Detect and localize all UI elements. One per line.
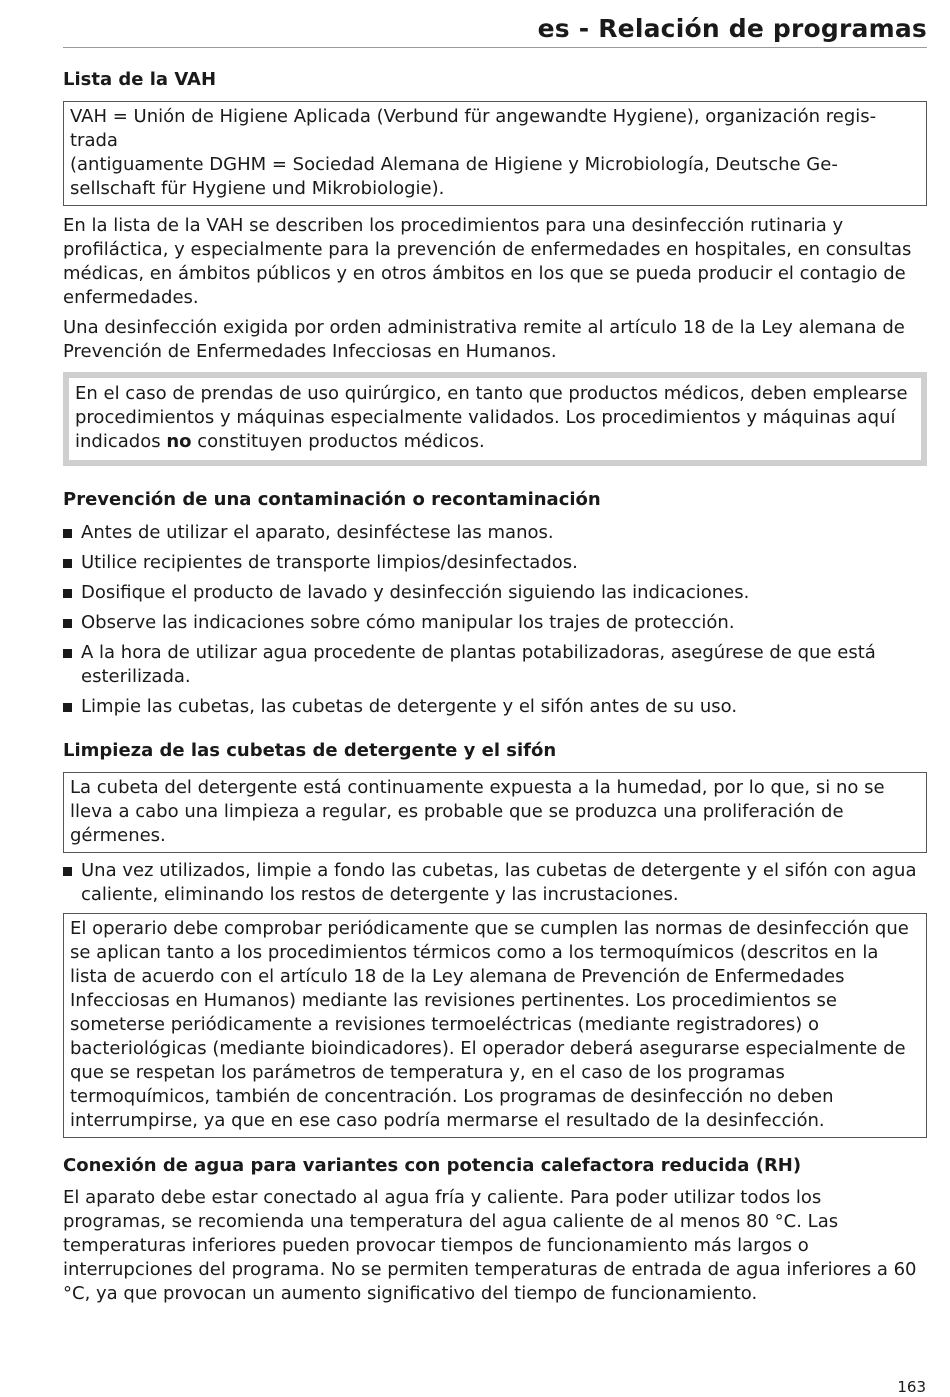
document-page <box>63 0 927 1306</box>
heading-vah-list: Lista de la VAH <box>63 69 217 90</box>
page-header <box>63 0 927 48</box>
heading-water-connection: Conexión de agua para variantes con potencia calefactora reducida (RH) <box>63 1155 802 1176</box>
vah-paragraph-1: En la lista de la VAH se describen los procedimientos para una desinfección rutinaria y profiláctica, y especialmente para la prevención de enfermedades en hospitales, en consultas médicas, en ámbitos públicos y en otros ámbitos en los que se pueda producir el contagio de enfermedades. <box>63 215 912 308</box>
cleaning-list <box>63 859 927 907</box>
list-item: A la hora de utilizar agua procedente de plantas potabilizadoras, asegúrese de que está esterilizada. <box>63 641 927 689</box>
document-body <box>63 68 927 1306</box>
list-item: Una vez utilizados, limpie a fondo las cubetas, las cubetas de detergente y el sifón con agua caliente, eliminando los restos de detergente y las incrustaciones. <box>63 859 927 907</box>
note-text-start: En el caso de prendas de uso quirúrgico, en tanto que productos médicos, deben emplearse procedimientos y máquinas especialmente validados. Los procedimientos y máquinas aquí indicados <box>75 383 908 452</box>
operator-box-text: El operario debe comprobar periódicamente que se cumplen las normas de desinfección que se aplican tanto a los procedimientos térmicos como a los termoquímicos (descritos en la lista de acuerdo con el artículo 18 de la Ley alemana de Prevención de Enfermedades Infecciosas en Humanos) mediante las revisiones pertinentes. Los procedimientos se someterse periódicamente a revisiones termoeléctricas (mediante registradores) o bacteriológicas (mediante bioindicadores). El operador deberá asegurarse especialmente de que se respetan los parámetros de temperatura y, en el caso de los programas termoquímicos, también de concentración. Los programas de desinfección no deben interrumpirse, ya que en ese caso podría mermarse el resultado de la desinfección. <box>70 918 909 1131</box>
cleaning-box-text: La cubeta del detergente está continuamente expuesta a la humedad, por lo que, si no se lleva a cabo una limpieza a regular, es probable que se produzca una proliferación de gérmenes. <box>70 777 885 846</box>
page-title: es - Relación de programas <box>537 14 927 43</box>
vah-box-line: VAH = Unión de Higiene Aplicada (Verbund für angewandte Hygiene), organización regis- <box>70 106 877 127</box>
note-text-end: constituyen productos médicos. <box>191 431 485 452</box>
heading-prevention: Prevención de una contaminación o recontaminación <box>63 489 601 510</box>
page-number: 163 <box>897 1378 926 1396</box>
operator-check-box <box>63 913 927 1138</box>
medical-products-note <box>63 372 927 466</box>
heading-cleaning: Limpieza de las cubetas de detergente y el sifón <box>63 740 557 761</box>
list-item: Dosifique el producto de lavado y desinfección siguiendo las indicaciones. <box>63 581 927 605</box>
vah-box-line: (antiguamente DGHM = Sociedad Alemana de Higiene y Microbiología, Deutsche Ge- <box>70 154 838 175</box>
vah-box-line: sellschaft für Hygiene und Mikrobiologie). <box>70 178 445 199</box>
vah-box-line: trada <box>70 130 118 151</box>
cleaning-warning-box <box>63 772 927 853</box>
list-item: Observe las indicaciones sobre cómo manipular los trajes de protección. <box>63 611 927 635</box>
note-text-bold: no <box>166 431 192 452</box>
list-item: Antes de utilizar el aparato, desinféctese las manos. <box>63 521 927 545</box>
list-item: Limpie las cubetas, las cubetas de detergente y el sifón antes de su uso. <box>63 695 927 719</box>
prevention-list <box>63 521 927 719</box>
vah-definition-box <box>63 101 927 206</box>
list-item: Utilice recipientes de transporte limpios/desinfectados. <box>63 551 927 575</box>
vah-paragraph-2: Una desinfección exigida por orden administrativa remite al artículo 18 de la Ley alemana de Prevención de Enfermedades Infecciosas en Humanos. <box>63 317 905 362</box>
water-connection-paragraph: El aparato debe estar conectado al agua fría y caliente. Para poder utilizar todos los programas, se recomienda una temperatura del agua caliente de al menos 80 °C. Las temperaturas inferiores pueden provocar tiempos de funcionamiento más largos o interrupciones del programa. No se permiten temperaturas de entrada de agua inferiores a 60 °C, ya que provocan un aumento significativo del tiempo de funcionamiento. <box>63 1187 917 1304</box>
